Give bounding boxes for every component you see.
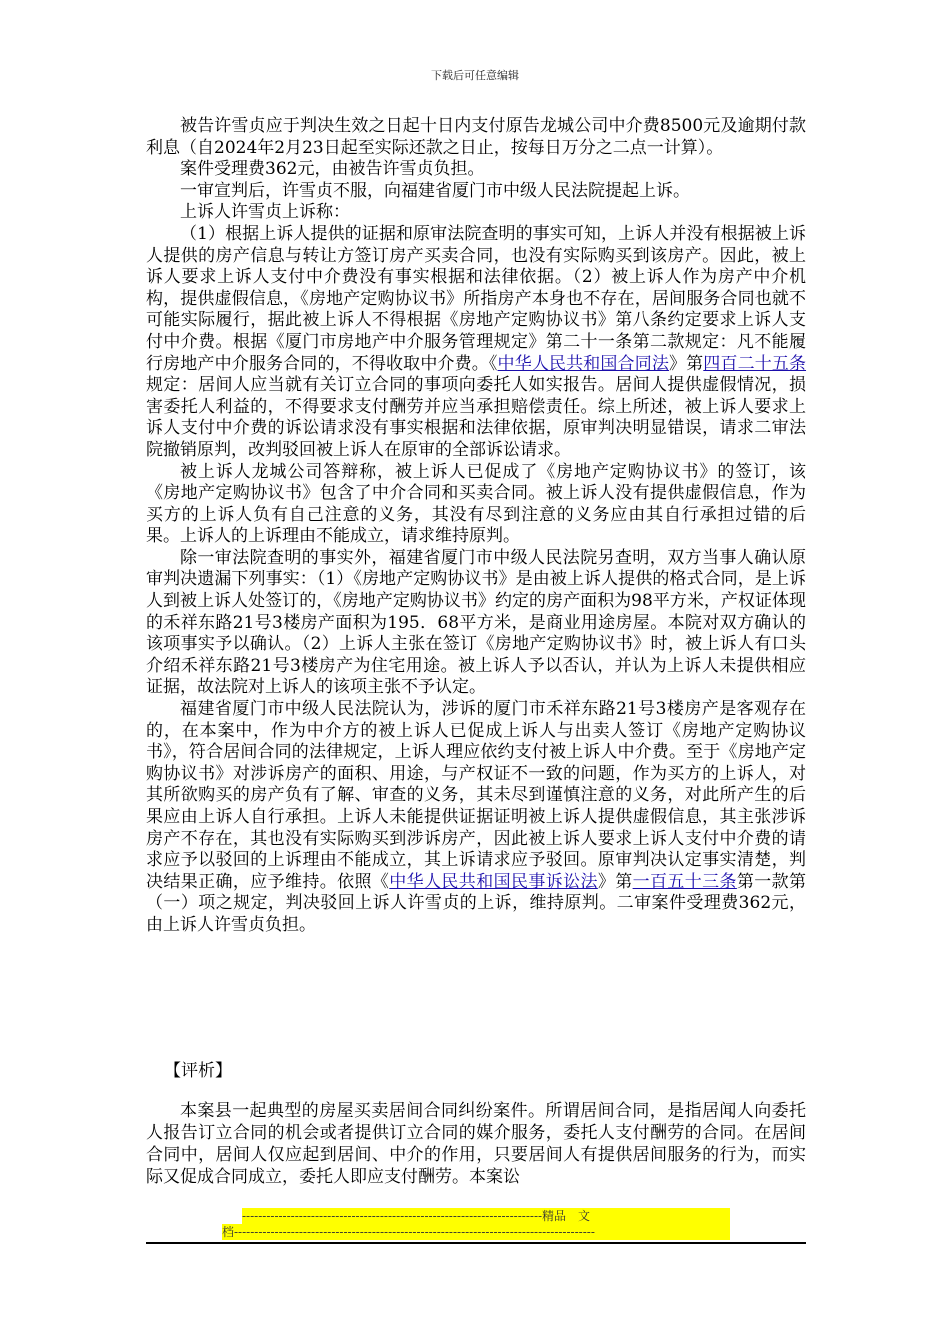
link-contract-law[interactable]: 中华人民共和国合同法: [497, 353, 669, 374]
footer-watermark-line1: --------------------------------------------------------------------------精品 文: [242, 1208, 730, 1224]
page-header: 下载后可任意编辑: [431, 69, 519, 82]
text-span: 》第: [669, 353, 704, 374]
link-civil-procedure-law[interactable]: 中华人民共和国民事诉讼法: [389, 871, 598, 892]
paragraph-appeal-filed: 一审宣判后，许雪贞不服，向福建省厦门市中级人民法院提起上诉。: [180, 180, 690, 201]
footer-watermark-line2: 档-----------------------------------------------------------------------------------------: [222, 1224, 730, 1240]
analysis-body: [146, 1100, 806, 1188]
paragraph-court-fee: 案件受理费362元，由被告许雪贞负担。: [180, 159, 485, 180]
analysis-paragraph: 本案县一起典型的房屋买卖居间合同纠纷案件。所谓居间合同，是指居闻人向委托人报告订立合同的机会或者提供订立合同的媒介服务，委托人支付酬劳的合同。在居间合同中，居间人仅应起到居间、中介的作用，只要居间人有提供居间服务的行为，而实际又促成合同成立，委托人即应支付酬劳。本案讼: [146, 1101, 806, 1187]
link-article-153[interactable]: 一百五十三条: [632, 871, 737, 892]
document-body: [146, 116, 806, 937]
paragraph-appellant-claims: [146, 224, 806, 462]
footer-divider: [146, 1242, 806, 1244]
text-span: （1）根据上诉人提供的证据和原审法院查明的事实可知，上诉人并没有根据被上诉人提供的房产信息与转让方签订房产买卖合同，也没有实际购买到该房产。因此，被上诉人要求上诉人支付中介费没有事实根据和法律依据。（2）被上诉人作为房产中介机构，提供虚假信息，《房地产定购协议书》所指房产本身也不存在，居间服务合同也就不可能实际履行，据此被上诉人不得根据《房地产定购协议书》第八条约定要求上诉人支付中介费。根据《厦门市房地产中介服务管理规定》第二十一条第二款规定：凡不能履行房地产中介服务合同的，不得收取中介费。《: [146, 223, 806, 374]
analysis-heading: 【评析】: [164, 1061, 232, 1081]
paragraph-additional-facts: 除一审法院查明的事实外，福建省厦门市中级人民法院另查明，双方当事人确认原审判决遗漏下列事实：（1）《房地产定购协议书》是由被上诉人提供的格式合同，是上诉人到被上诉人处签订的，《房地产定购协议书》约定的房产面积为98平方米，产权证体现的禾祥东路21号3楼房产面积为195．68平方米，是商业用途房屋。本院对双方确认的该项事实予以确认。（2）上诉人主张在签订《房地产定购协议书》时，被上诉人有口头介绍禾祥东路21号3楼房产为住宅用途。被上诉人予以否认，并认为上诉人未提供相应证据，故法院对上诉人的该项主张不予认定。: [146, 547, 806, 698]
link-article-425[interactable]: 四百二十五条: [703, 353, 807, 374]
text-span: 规定：居间人应当就有关订立合同的事项向委托人如实报告。居间人提供虚假情况，损害委托人利益的，不得要求支付酬劳并应当承担赔偿责任。综上所述，被上诉人要求上诉人支付中介费的诉讼请求没有事实根据和法律依据，原审判决明显错误，请求二审法院撤销原判，改判驳回被上诉人在原审的全部诉讼请求。: [146, 375, 806, 460]
paragraph-judgment-payment: 被告许雪贞应于判决生效之日起十日内支付原告龙城公司中介费8500元及逾期付款利息（自2024年2月23日起至实际还款之日止，按每日万分之二点一计算）。: [146, 116, 806, 158]
text-span: 》第: [597, 871, 633, 892]
text-span: 福建省厦门市中级人民法院认为，涉诉的厦门市禾祥东路21号3楼房产是客观存在的，在本案中，作为中介方的被上诉人已促成上诉人与出卖人签订《房地产定购协议书》，符合居间合同的法律规定，上诉人理应依约支付被上诉人中介费。至于《房地产定购协议书》对涉诉房产的面积、用途，与产权证不一致的问题，作为买方的上诉人，对其所欲购买的房产负有了解、审查的义务，其未尽到谨慎注意的义务，对此所产生的后果应由上诉人自行承担。上诉人未能提供证据证明被上诉人提供虚假信息，其主张涉诉房产不存在，其也没有实际购买到涉诉房产，因此被上诉人要求上诉人支付中介费的请求应予以驳回的上诉理由不能成立，其上诉请求应予驳回。原审判决认定事实清楚，判决结果正确，应予维持。依照《: [146, 699, 806, 892]
paragraph-court-opinion: [146, 699, 806, 937]
paragraph-appellant-claims-intro: 上诉人许雪贞上诉称：: [180, 202, 350, 223]
paragraph-appellee-reply: 被上诉人龙城公司答辩称，被上诉人已促成了《房地产定购协议书》的签订，该《房地产定购协议书》包含了中介合同和买卖合同。被上诉人没有提供虚假信息，作为买方的上诉人负有自己注意的义务，其没有尽到注意的义务应由其自行承担过错的后果。上诉人的上诉理由不能成立，请求维持原判。: [146, 461, 806, 547]
text-span: 第一款第（一）项之规定，判决驳回上诉人许雪贞的上诉，维持原判。二审案件受理费362元，由上诉人许雪贞负担。: [146, 871, 807, 935]
